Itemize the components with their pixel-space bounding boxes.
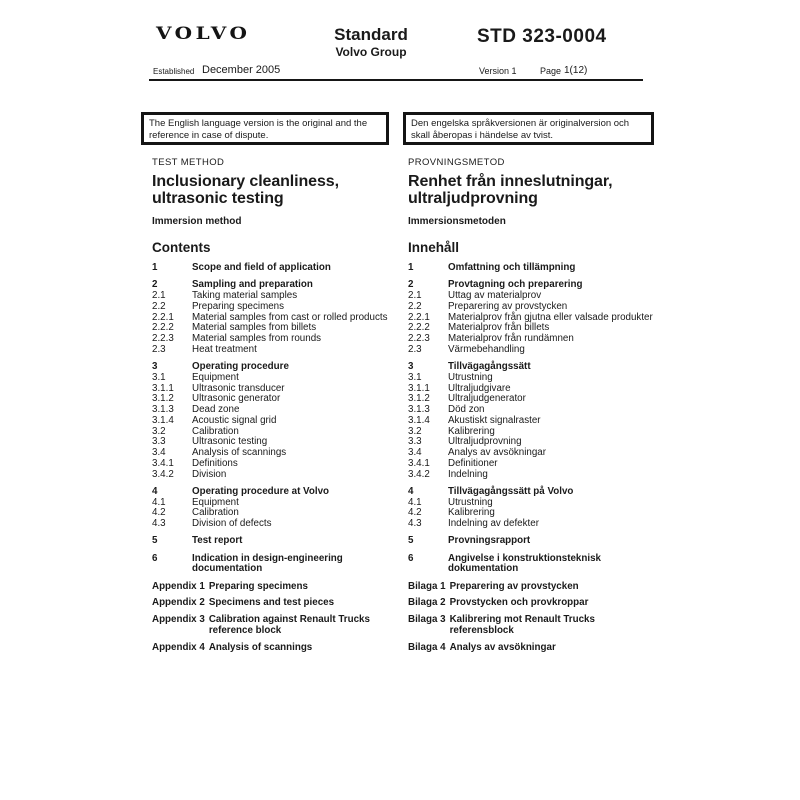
appendix-label: Appendix 4 bbox=[152, 641, 205, 653]
item-text-line: Heat treatment bbox=[192, 343, 257, 355]
item-number: 3.1.1 bbox=[408, 382, 430, 394]
item-text-line: Analys av avsökningar bbox=[448, 447, 547, 458]
item-text-line: Tillvägagångssätt bbox=[448, 361, 531, 372]
item-text-line: Ultraljudgenerator bbox=[448, 393, 526, 405]
contents-group bbox=[408, 536, 670, 547]
item-text-line: Tillvägagångssätt på Volvo bbox=[448, 485, 574, 497]
item-number: 3.2 bbox=[408, 425, 422, 437]
item-number: 3.4.2 bbox=[152, 468, 174, 480]
contents-row bbox=[152, 427, 404, 438]
item-text-line: Materialprov från gjutna eller valsade produkter bbox=[448, 311, 653, 323]
appendix-row bbox=[152, 643, 404, 654]
item-text-line: Utrustning bbox=[448, 496, 493, 508]
item-text-line: Provningsrapport bbox=[448, 535, 531, 547]
appendix-text bbox=[209, 615, 404, 637]
contents-groups bbox=[408, 263, 670, 575]
item-number: 2.2.3 bbox=[152, 333, 174, 344]
appendix-text bbox=[450, 643, 670, 654]
appendix-label: Appendix 3 bbox=[152, 614, 205, 625]
item-number: 2 bbox=[152, 279, 158, 291]
item-number: 3.1.3 bbox=[152, 404, 174, 415]
appendix-row bbox=[408, 643, 670, 654]
item-text bbox=[448, 416, 670, 427]
appendix-label: Bilaga 2 bbox=[408, 597, 446, 609]
method-label: PROVNINGSMETOD bbox=[408, 157, 505, 168]
title-line: ultrasonic testing bbox=[152, 189, 284, 207]
contents-row bbox=[408, 263, 670, 274]
contents-row bbox=[408, 470, 670, 481]
item-number: 2.3 bbox=[152, 343, 166, 355]
contents-group bbox=[408, 280, 670, 355]
contents-group bbox=[408, 362, 670, 480]
item-text bbox=[192, 536, 404, 547]
appendix-row bbox=[152, 582, 404, 593]
organization-name: Volvo Group bbox=[335, 45, 407, 59]
item-number: 4.3 bbox=[152, 518, 166, 529]
item-number: 3.1.4 bbox=[408, 414, 430, 426]
contents-row bbox=[408, 416, 670, 427]
item-text-line: Kalibrering bbox=[448, 507, 495, 519]
item-number: 2.1 bbox=[408, 290, 422, 301]
appendix-label: Appendix 1 bbox=[152, 580, 205, 592]
contents-row bbox=[152, 459, 404, 470]
item-text-line: Equipment bbox=[192, 371, 239, 383]
contents-row bbox=[408, 554, 670, 576]
item-number: 3.4 bbox=[152, 447, 166, 458]
appendix-text bbox=[209, 643, 404, 654]
item-number: 2.2 bbox=[152, 300, 166, 312]
item-number: 2.2.3 bbox=[408, 333, 430, 344]
contents-group bbox=[152, 554, 404, 576]
contents-row bbox=[152, 448, 404, 459]
contents-row bbox=[152, 470, 404, 481]
contents-row bbox=[408, 536, 670, 547]
item-text-line: Analysis of scannings bbox=[192, 447, 287, 458]
contents-group bbox=[152, 280, 404, 355]
appendix-row bbox=[408, 615, 670, 637]
contents-group bbox=[408, 554, 670, 576]
item-text-line: Dead zone bbox=[192, 404, 240, 415]
appendix-row bbox=[152, 615, 404, 637]
contents-row bbox=[408, 302, 670, 313]
item-number: 3.4.2 bbox=[408, 468, 430, 480]
item-text bbox=[192, 459, 404, 470]
item-text-line: Indelning av defekter bbox=[448, 518, 539, 529]
item-text-line: Material samples from rounds bbox=[192, 333, 322, 344]
item-text-line: Taking material samples bbox=[192, 290, 298, 301]
item-text-line: Uttag av materialprov bbox=[448, 290, 542, 301]
contents-heading: Contents bbox=[152, 240, 211, 255]
item-text-line: Definitioner bbox=[448, 457, 498, 469]
appendix-text bbox=[450, 582, 670, 593]
item-text-line: Operating procedure bbox=[192, 361, 289, 372]
document-subtitle: Immersion method bbox=[152, 216, 242, 227]
appendix-row bbox=[408, 598, 670, 609]
item-text bbox=[448, 345, 670, 356]
contents-row bbox=[152, 263, 404, 274]
title-line: ultraljudprovning bbox=[408, 189, 538, 207]
contents-row bbox=[152, 498, 404, 509]
item-number: 3.1 bbox=[408, 371, 422, 383]
item-text-line: Ultrasonic transducer bbox=[192, 382, 285, 394]
title-line: Renhet från inneslutningar, bbox=[408, 173, 613, 190]
version-label: Version 1 bbox=[479, 66, 517, 76]
item-number: 2.3 bbox=[408, 343, 422, 355]
appendix-text-line: Provstycken och provkroppar bbox=[449, 597, 589, 609]
item-text-line: Definitions bbox=[192, 457, 238, 469]
item-text-line: Indication in design-engineering bbox=[192, 552, 343, 564]
appendix-text-line: Calibration against Renault Trucks bbox=[208, 614, 370, 625]
item-text bbox=[192, 519, 404, 530]
item-number: 5 bbox=[408, 535, 414, 547]
item-text-line: Ultrasonic generator bbox=[192, 393, 281, 405]
item-text-line: Värmebehandling bbox=[448, 343, 525, 355]
item-number: 2.2.1 bbox=[408, 311, 430, 323]
contents-row bbox=[152, 416, 404, 427]
item-text bbox=[192, 470, 404, 481]
item-number: 2.2.2 bbox=[408, 322, 430, 334]
item-number: 3.4 bbox=[408, 447, 422, 458]
item-number: 5 bbox=[152, 535, 158, 547]
item-text-line: documentation bbox=[192, 563, 263, 575]
item-text-line: dokumentation bbox=[448, 563, 519, 575]
page-number: 1(12) bbox=[564, 65, 588, 76]
appendix-text bbox=[209, 598, 404, 609]
item-text bbox=[448, 519, 670, 530]
contents-row bbox=[152, 405, 404, 416]
item-text-line: Omfattning och tillämpning bbox=[448, 262, 576, 273]
appendix-label: Bilaga 3 bbox=[408, 614, 446, 625]
item-text bbox=[192, 416, 404, 427]
item-text bbox=[448, 302, 670, 313]
title-line: Inclusionary cleanliness, bbox=[152, 173, 339, 190]
contents-row bbox=[152, 554, 404, 576]
item-text-line: Angivelse i konstruktionsteknisk bbox=[448, 552, 601, 564]
method-label: TEST METHOD bbox=[152, 157, 225, 168]
contents-row bbox=[152, 362, 404, 373]
document-subtitle: Immersionsmetoden bbox=[408, 216, 506, 227]
item-number: 3 bbox=[152, 361, 158, 372]
appendix-text-line: Analys av avsökningar bbox=[449, 641, 556, 653]
contents-groups bbox=[152, 263, 404, 575]
contents-row bbox=[408, 459, 670, 470]
item-number: 3.1.3 bbox=[408, 404, 430, 415]
item-text-line: Preparing specimens bbox=[192, 300, 285, 312]
contents-row bbox=[152, 394, 404, 405]
item-text bbox=[192, 554, 404, 576]
contents-row bbox=[152, 334, 404, 345]
item-text-line: Calibration bbox=[192, 425, 239, 437]
contents-column-en bbox=[152, 157, 404, 653]
item-text bbox=[448, 536, 670, 547]
item-number: 2.2.2 bbox=[152, 322, 174, 334]
item-number: 2.2 bbox=[408, 300, 422, 312]
item-text bbox=[192, 487, 404, 498]
appendix-text bbox=[209, 582, 404, 593]
item-text bbox=[448, 554, 670, 576]
item-number: 4.1 bbox=[408, 496, 422, 508]
contents-row bbox=[152, 508, 404, 519]
item-text-line: Indelning bbox=[448, 468, 488, 480]
item-text-line: Division bbox=[192, 468, 227, 480]
contents-row bbox=[152, 519, 404, 530]
contents-row bbox=[152, 487, 404, 498]
item-text-line: Akustiskt signalraster bbox=[448, 414, 541, 426]
item-text bbox=[448, 487, 670, 498]
established-label: Established bbox=[153, 67, 195, 76]
item-number: 1 bbox=[408, 262, 414, 273]
item-number: 4 bbox=[152, 485, 158, 497]
item-text-line: Materialprov från rundämnen bbox=[448, 333, 574, 344]
contents-row bbox=[408, 345, 670, 356]
appendix-label: Bilaga 4 bbox=[408, 641, 446, 653]
item-number: 2.2.1 bbox=[152, 311, 174, 323]
contents-group bbox=[408, 263, 670, 274]
document-title bbox=[152, 174, 404, 207]
document-type-heading: Standard bbox=[334, 25, 408, 44]
item-number: 3.4.1 bbox=[408, 457, 430, 469]
contents-group bbox=[152, 263, 404, 274]
appendix-row bbox=[152, 598, 404, 609]
appendix-list bbox=[408, 582, 670, 654]
item-text-line: Ultraljudgivare bbox=[448, 382, 511, 394]
document-title bbox=[408, 174, 670, 207]
item-number: 1 bbox=[152, 262, 158, 273]
item-text bbox=[448, 263, 670, 274]
appendix-text-line: Specimens and test pieces bbox=[208, 597, 335, 609]
contents-group bbox=[152, 487, 404, 530]
contents-group bbox=[408, 487, 670, 530]
item-text-line: Equipment bbox=[192, 496, 239, 508]
item-number: 4.2 bbox=[152, 507, 166, 519]
item-number: 4.1 bbox=[152, 496, 166, 508]
standard-number: STD 323-0004 bbox=[477, 26, 607, 47]
item-number: 2 bbox=[408, 279, 414, 291]
appendix-text-line: Analysis of scannings bbox=[208, 641, 313, 653]
item-text-line: Test report bbox=[192, 535, 243, 547]
item-text-line: Division of defects bbox=[192, 518, 272, 529]
item-text bbox=[448, 470, 670, 481]
appendix-text-line: Kalibrering mot Renault Trucks bbox=[449, 614, 595, 625]
contents-row bbox=[408, 373, 670, 384]
item-number: 4.2 bbox=[408, 507, 422, 519]
item-text bbox=[192, 345, 404, 356]
item-number: 6 bbox=[408, 552, 414, 564]
item-text-line: Ultrasonic testing bbox=[192, 436, 268, 448]
contents-column-sv bbox=[408, 157, 670, 653]
item-text bbox=[192, 263, 404, 274]
notice-box-english: The English language version is the original and the reference in case of dispute. bbox=[141, 112, 389, 145]
page-label: Page bbox=[540, 66, 562, 76]
contents-row bbox=[408, 487, 670, 498]
item-number: 3.3 bbox=[152, 436, 166, 448]
item-number: 4 bbox=[408, 485, 414, 497]
appendix-label: Appendix 2 bbox=[152, 597, 205, 609]
appendix-text-line: referensblock bbox=[449, 624, 514, 636]
established-date: December 2005 bbox=[202, 64, 281, 76]
item-text bbox=[448, 373, 670, 384]
item-number: 6 bbox=[152, 552, 158, 564]
contents-row bbox=[152, 373, 404, 384]
item-text-line: Calibration bbox=[192, 507, 239, 519]
appendix-list bbox=[152, 582, 404, 654]
contents-heading: Innehåll bbox=[408, 240, 460, 255]
header-divider bbox=[149, 79, 643, 81]
contents-row bbox=[152, 302, 404, 313]
item-number: 3.1 bbox=[152, 371, 166, 383]
appendix-text-line: reference block bbox=[208, 624, 282, 636]
appendix-row bbox=[408, 582, 670, 593]
item-text-line: Acoustic signal grid bbox=[192, 414, 277, 426]
item-text-line: Operating procedure at Volvo bbox=[192, 485, 329, 497]
item-text-line: Material samples from billets bbox=[192, 322, 317, 334]
item-text-line: Utrustning bbox=[448, 371, 493, 383]
item-text-line: Preparering av provstycken bbox=[448, 300, 568, 312]
contents-row bbox=[152, 536, 404, 547]
item-number: 3.4.1 bbox=[152, 457, 174, 469]
contents-row bbox=[152, 345, 404, 356]
item-text-line: Sampling and preparation bbox=[192, 279, 313, 291]
item-text bbox=[192, 302, 404, 313]
item-number: 3.1.2 bbox=[408, 393, 430, 405]
item-text bbox=[448, 459, 670, 470]
contents-group bbox=[152, 362, 404, 480]
contents-group bbox=[152, 536, 404, 547]
item-number: 3.1.1 bbox=[152, 382, 174, 394]
item-text-line: Kalibrering bbox=[448, 425, 495, 437]
appendix-text-line: Preparing specimens bbox=[208, 580, 308, 592]
item-number: 2.1 bbox=[152, 290, 166, 301]
item-text-line: Död zon bbox=[448, 404, 485, 415]
item-number: 3.3 bbox=[408, 436, 422, 448]
volvo-logo: VOLVO bbox=[156, 23, 251, 44]
item-number: 3.2 bbox=[152, 425, 166, 437]
appendix-text bbox=[450, 615, 670, 637]
notice-box-swedish: Den engelska språkversionen är originalversion och skall åberopas i händelse av tvist. bbox=[403, 112, 654, 145]
item-number: 3.1.2 bbox=[152, 393, 174, 405]
appendix-text-line: Preparering av provstycken bbox=[449, 580, 579, 592]
contents-row bbox=[408, 519, 670, 530]
item-text-line: Provtagning och preparering bbox=[448, 279, 583, 291]
item-number: 3.1.4 bbox=[152, 414, 174, 426]
item-text-line: Material samples from cast or rolled products bbox=[192, 311, 388, 323]
item-text-line: Ultraljudprovning bbox=[448, 436, 522, 448]
item-number: 3 bbox=[408, 361, 414, 372]
appendix-label: Bilaga 1 bbox=[408, 580, 446, 592]
appendix-text bbox=[450, 598, 670, 609]
item-text-line: Materialprov från billets bbox=[448, 322, 550, 334]
item-text bbox=[192, 373, 404, 384]
item-number: 4.3 bbox=[408, 518, 422, 529]
item-text-line: Scope and field of application bbox=[192, 262, 331, 273]
